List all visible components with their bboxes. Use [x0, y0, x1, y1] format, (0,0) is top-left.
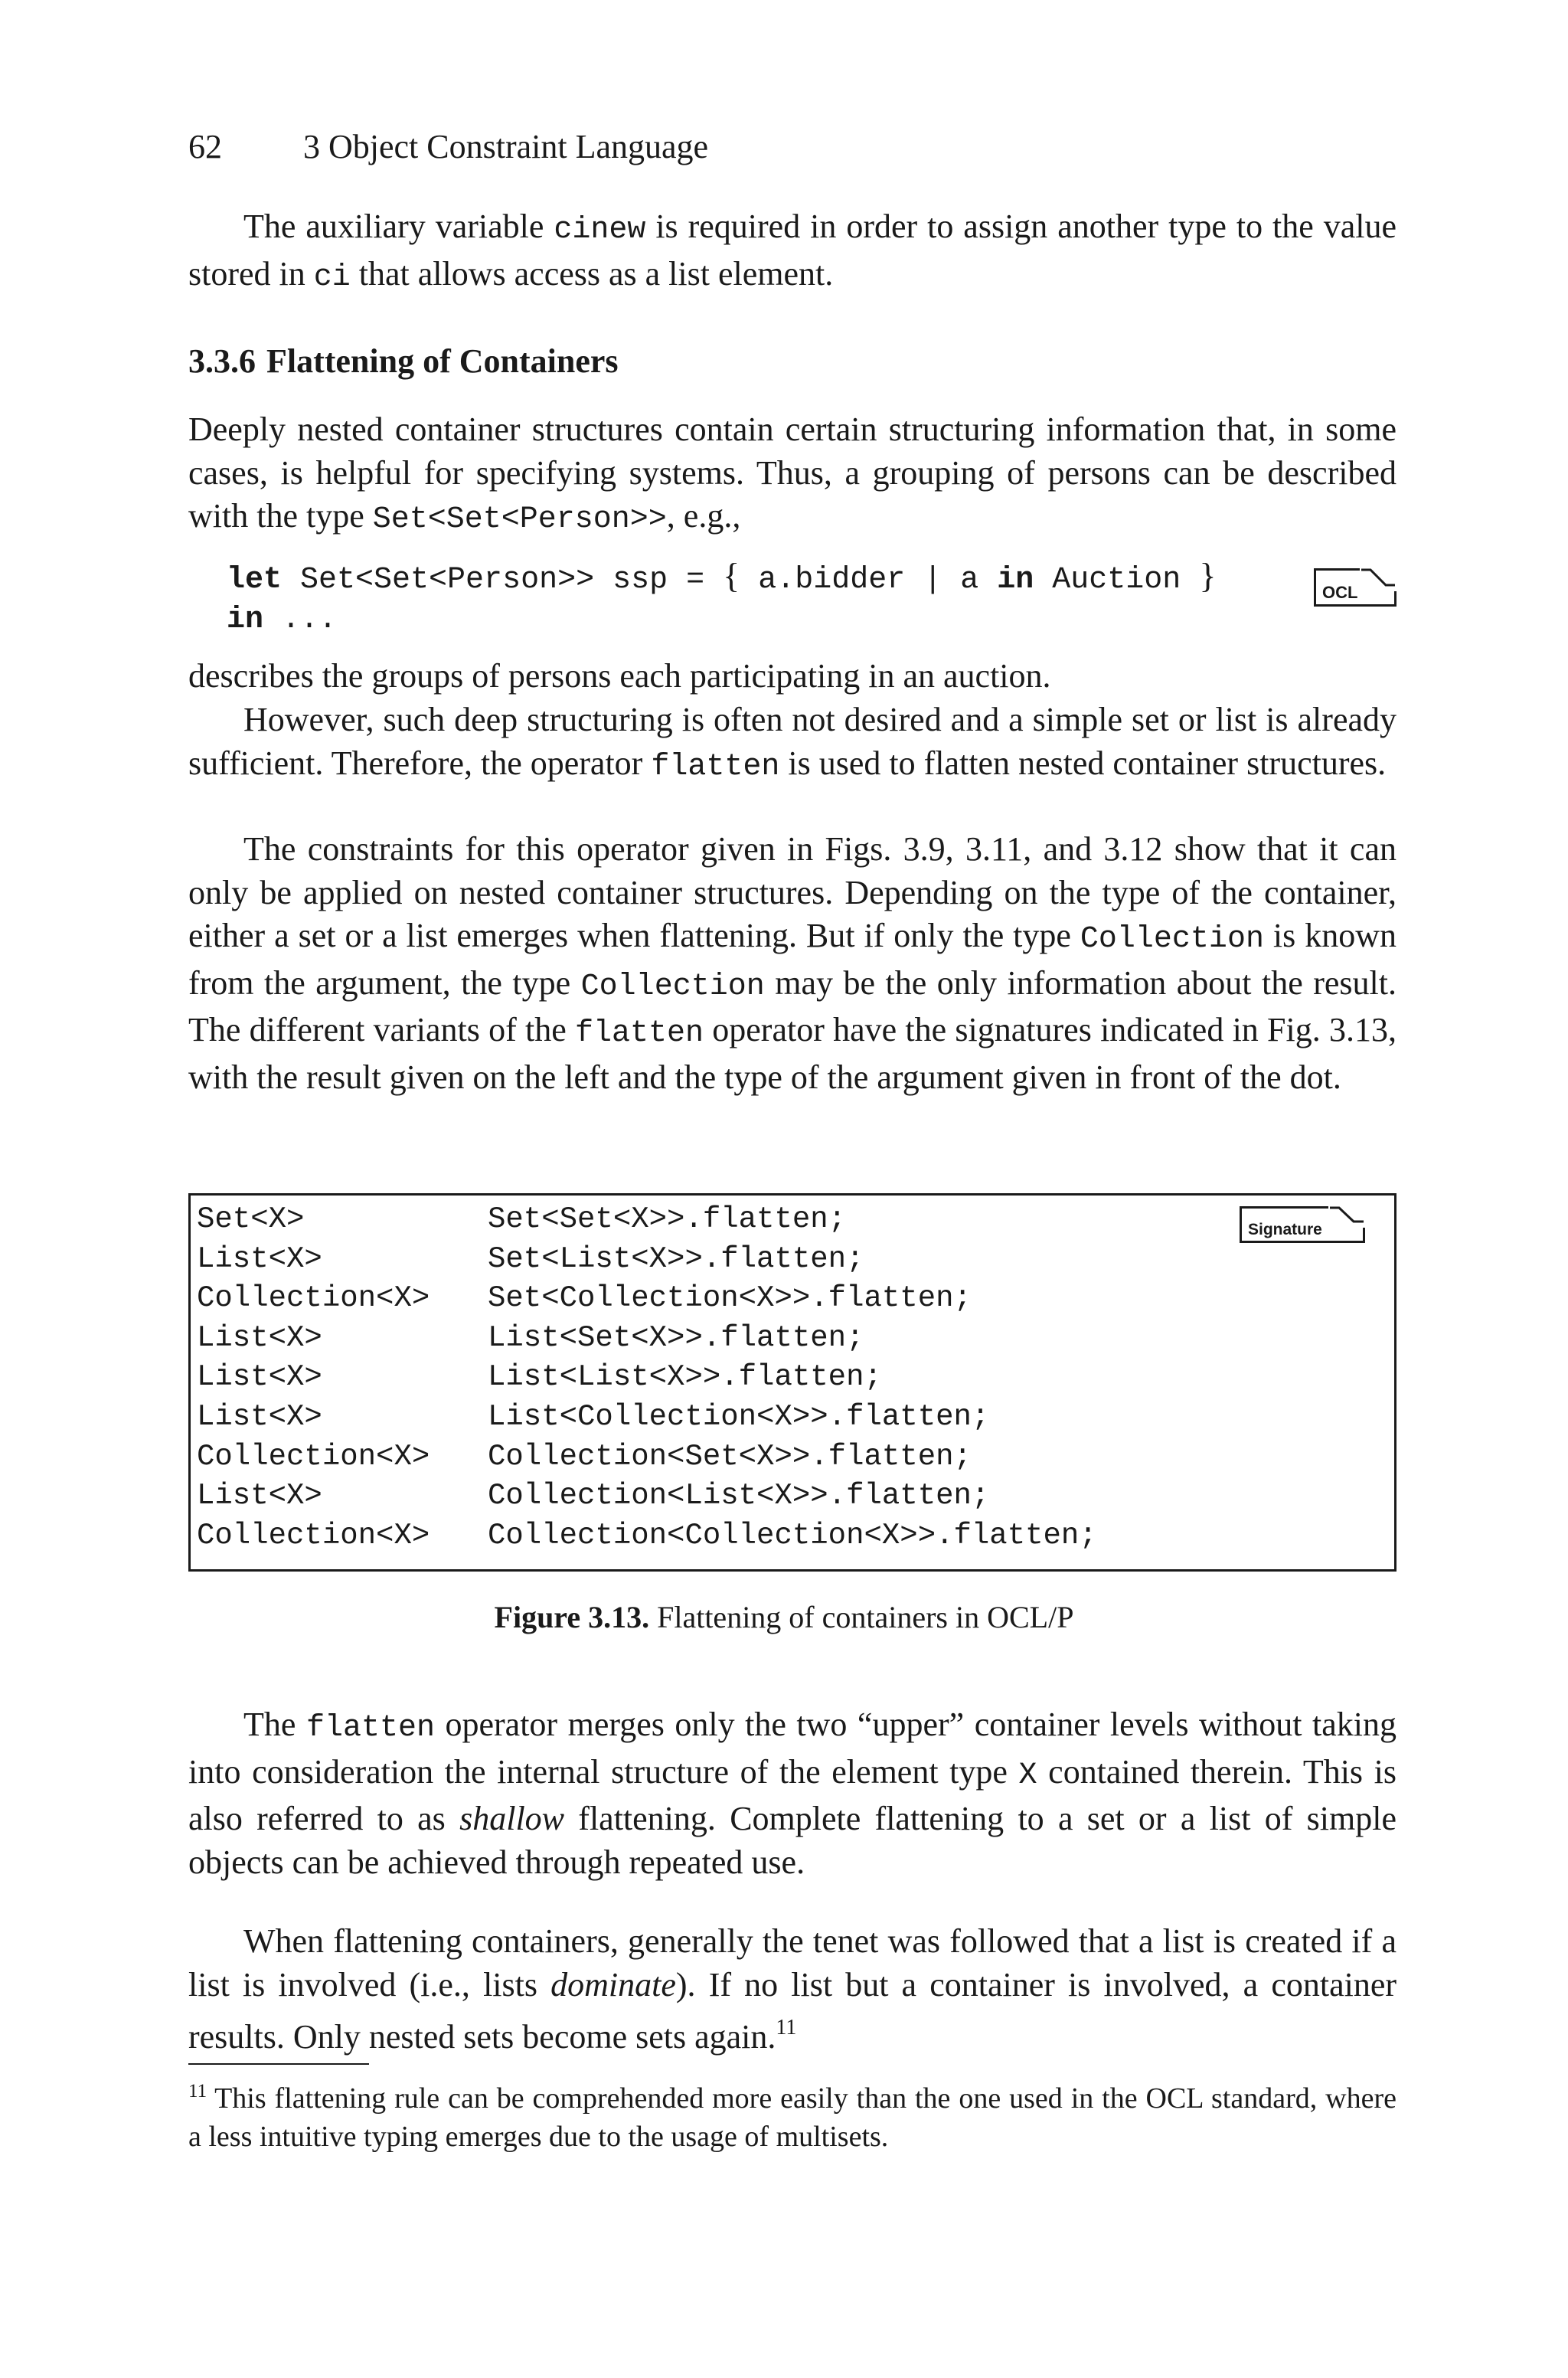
signature-row [197, 1477, 1097, 1516]
code-inline: flatten [305, 1711, 435, 1745]
signature: List<Set<X>>.flatten; [488, 1320, 864, 1355]
footnote-text: This flattening rule can be comprehended more easily than the one used in the OCL standard, where a less intuitive typing emerges due to the usage of multisets. [188, 2082, 1396, 2153]
tag-label: Signature [1248, 1221, 1322, 1238]
page-number: 62 [188, 128, 222, 165]
text: , e.g., [666, 497, 741, 535]
text: The constraints for this operator given in Figs. 3.9, 3.11, and 3.12 show that it can only be applied on nested container structures. Depending on the type of the container, either a set or a list emerges when flattening. But if only the type [188, 830, 1396, 955]
result-type: Set<X> [197, 1202, 305, 1236]
signature: Collection<List<X>>.flatten; [488, 1479, 990, 1513]
keyword: let [227, 563, 283, 597]
signature: Collection<Collection<X>>.flatten; [488, 1518, 1097, 1552]
signature-row [197, 1200, 1097, 1240]
paragraph-constraints [188, 828, 1396, 1100]
text: The [243, 1706, 306, 1743]
text: describes the groups of persons each participating in an auction. [188, 657, 1051, 695]
emphasis: shallow [459, 1800, 565, 1838]
running-header [188, 127, 708, 166]
code-text: a.bidder | a [740, 563, 998, 597]
paragraph-flatten-merges [188, 1703, 1396, 1884]
signature-row [197, 1319, 1097, 1359]
brace: } [1199, 556, 1217, 595]
footnote-reference[interactable]: 11 [776, 2016, 797, 2040]
signature-row [197, 1516, 1097, 1556]
signature: Set<Set<X>>.flatten; [488, 1202, 847, 1236]
footnote-mark: 11 [188, 2081, 207, 2102]
signature: List<List<X>>.flatten; [488, 1360, 882, 1395]
code-inline: Collection [580, 969, 765, 1004]
signature: Set<Collection<X>>.flatten; [488, 1281, 972, 1316]
footnote-rule [188, 2063, 369, 2065]
result-type: List<X> [197, 1399, 322, 1434]
code-inline: cinew [554, 213, 646, 247]
signature-table [197, 1200, 1097, 1555]
text: contained therein. This is also referred to as [188, 1752, 1397, 1838]
code-inline: flatten [575, 1016, 704, 1052]
section-number: 3.3.6 [188, 342, 256, 380]
paragraph-when-flattening [188, 1920, 1396, 2059]
text: However, such deep structuring is often not desired and a simple set or list is already sufficient. Therefore, the operator [188, 701, 1396, 782]
text: that allows access as a list element. [350, 254, 834, 293]
brace: { [723, 556, 740, 595]
signature: List<Collection<X>>.flatten; [488, 1399, 990, 1434]
result-type: List<X> [197, 1241, 322, 1276]
signature-row [197, 1398, 1097, 1438]
code-text: Auction [1034, 563, 1200, 597]
signature-row [197, 1279, 1097, 1319]
code-block [227, 556, 1216, 640]
paragraph-nested [188, 408, 1396, 542]
paragraph-however [188, 698, 1396, 789]
result-type: Collection<X> [197, 1439, 430, 1474]
code-inline: Collection [1080, 922, 1264, 957]
paragraph-describes [188, 655, 1396, 698]
tag-label: OCL [1322, 583, 1358, 602]
code-inline: flatten [651, 749, 780, 784]
footnote [188, 2072, 1396, 2156]
text: is used to flatten nested container structures. [779, 744, 1387, 782]
code-text: ... [263, 603, 338, 637]
caption-label: Figure 3.13. [494, 1600, 650, 1634]
result-type: List<X> [197, 1320, 322, 1355]
text: flattening. Complete flattening to a set or a list of simple objects can be achieved through repeated use. [188, 1800, 1397, 1881]
text: operator merges only the two “upper” container levels without taking into consideration the internal structure of the element type [188, 1706, 1397, 1791]
text: ). If no list but a container is involved, a container results. Only nested sets become sets again. [188, 1965, 1397, 2056]
folded-corner-icon [1360, 568, 1396, 591]
text: When flattening containers, generally the tenet was followed that a list is created if a list is involved (i.e., lists [188, 1922, 1396, 2003]
section-heading [188, 342, 619, 381]
result-type: Collection<X> [197, 1281, 430, 1316]
signature-tag [1240, 1206, 1365, 1243]
caption-text: Flattening of containers in OCL/P [649, 1600, 1074, 1634]
section-title: Flattening of Containers [266, 342, 619, 380]
text: is required in order to assign another type to the value stored in [188, 208, 1397, 293]
folded-corner-icon [1328, 1206, 1365, 1228]
text: is known from the argument, the type [188, 917, 1396, 1002]
emphasis: dominate [550, 1965, 676, 2003]
result-type: Collection<X> [197, 1518, 430, 1552]
keyword: in [997, 563, 1034, 597]
result-type: List<X> [197, 1360, 322, 1395]
code-inline: X [1018, 1758, 1037, 1793]
figure-caption [0, 1599, 1568, 1635]
ocl-tag [1314, 568, 1396, 607]
text: Deeply nested container structures contain certain structuring information that, in some cases, is helpful for specifying systems. Thus, a grouping of persons can be described with the type [188, 411, 1396, 535]
code-inline: ci [313, 260, 351, 295]
code-text: Set<Set<Person>> ssp = [282, 563, 724, 597]
keyword: in [227, 603, 264, 637]
signature-row [197, 1438, 1097, 1477]
signature: Set<List<X>>.flatten; [488, 1241, 864, 1276]
text: The auxiliary variable [243, 208, 554, 245]
signature-row [197, 1240, 1097, 1280]
result-type: List<X> [197, 1479, 322, 1513]
paragraph-cinew [188, 205, 1396, 299]
signature: Collection<Set<X>>.flatten; [488, 1439, 972, 1474]
signature-row [197, 1358, 1097, 1398]
chapter-title: 3 Object Constraint Language [303, 128, 709, 165]
text: operator have the signatures indicated in Fig. 3.13, with the result given on the left and the type of the argument given in front of the dot. [188, 1011, 1396, 1096]
code-inline: Set<Set<Person>> [372, 502, 667, 538]
text: may be the only information about the result. The different variants of the [188, 963, 1396, 1049]
figure-box [188, 1193, 1396, 1572]
